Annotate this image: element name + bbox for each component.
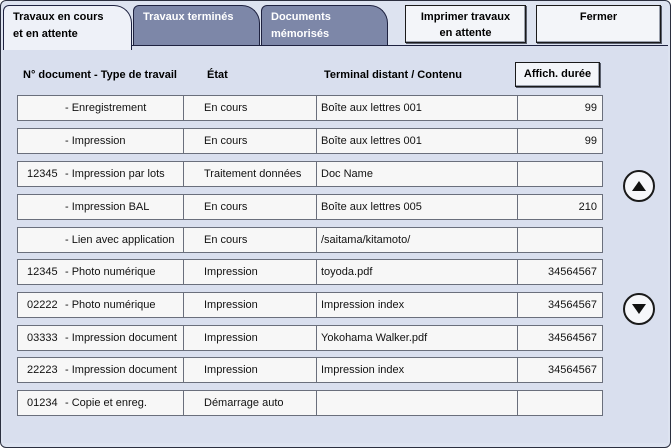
doc-cell	[17, 259, 184, 285]
terminal-cell: toyoda.pdf	[317, 259, 518, 285]
table-row[interactable]	[17, 259, 603, 285]
doc-number	[27, 96, 65, 120]
tab-label-line2: et en attente	[13, 28, 78, 40]
state-cell: Impression	[184, 292, 317, 318]
job-type: - Enregistrement	[65, 102, 147, 114]
print-waiting-jobs-button[interactable]	[405, 5, 526, 43]
state-cell: En cours	[184, 95, 317, 121]
doc-number: 22223	[27, 364, 58, 376]
value-cell: 34564567	[518, 357, 603, 383]
state-cell: En cours	[184, 128, 317, 154]
terminal-cell	[317, 390, 518, 416]
scroll-down-button[interactable]	[623, 293, 655, 325]
tab-label-line2: mémorisés	[271, 28, 330, 40]
job-type: - Impression par lots	[65, 168, 165, 180]
table-row[interactable]	[17, 194, 603, 220]
doc-number: 12345	[27, 266, 58, 278]
scroll-up-button[interactable]	[623, 170, 655, 202]
value-cell: 99	[518, 95, 603, 121]
value-cell: 34564567	[518, 292, 603, 318]
table-row[interactable]	[17, 390, 603, 416]
job-type: - Lien avec application	[65, 234, 175, 246]
table-row[interactable]	[17, 128, 603, 154]
value-cell: 210	[518, 194, 603, 220]
job-type: - Impression document	[65, 364, 177, 376]
terminal-cell: Boîte aux lettres 001	[317, 95, 518, 121]
button-label-line2: en attente	[439, 27, 492, 39]
triangle-down-icon	[631, 303, 647, 315]
value-cell	[518, 390, 603, 416]
doc-cell	[17, 325, 184, 351]
doc-number: 01234	[27, 397, 58, 409]
table-row[interactable]	[17, 95, 603, 121]
job-type: - Photo numérique	[65, 266, 156, 278]
doc-cell	[17, 390, 184, 416]
doc-cell	[17, 161, 184, 187]
terminal-cell: Impression index	[317, 357, 518, 383]
doc-number: 03333	[27, 332, 58, 344]
state-cell: Impression	[184, 259, 317, 285]
button-label-line1: Imprimer travaux	[420, 11, 511, 23]
job-type: - Impression	[65, 135, 126, 147]
doc-number: 02222	[27, 299, 58, 311]
tab-jobs-in-progress[interactable]	[3, 5, 132, 50]
tab-completed-jobs[interactable]	[133, 5, 260, 45]
state-cell: Traitement données	[184, 161, 317, 187]
state-cell: Impression	[184, 325, 317, 351]
doc-number: 12345	[27, 168, 58, 180]
table-row[interactable]	[17, 325, 603, 351]
job-type: - Photo numérique	[65, 299, 156, 311]
terminal-cell: /saitama/kitamoto/	[317, 227, 518, 253]
close-button[interactable]	[536, 5, 661, 43]
value-cell: 34564567	[518, 325, 603, 351]
column-header-state: État	[207, 69, 228, 81]
show-duration-button[interactable]: Affich. durée	[515, 62, 600, 87]
terminal-cell: Impression index	[317, 292, 518, 318]
tab-label-line1: Travaux terminés	[143, 11, 234, 23]
terminal-cell: Doc Name	[317, 161, 518, 187]
doc-cell	[17, 357, 184, 383]
state-cell: Impression	[184, 357, 317, 383]
table-row[interactable]	[17, 161, 603, 187]
tab-label-line1: Travaux en cours	[13, 11, 104, 23]
doc-cell	[17, 194, 184, 220]
job-type: - Impression BAL	[65, 201, 150, 213]
triangle-up-icon	[631, 180, 647, 192]
table-row[interactable]	[17, 227, 603, 253]
state-cell: Démarrage auto	[184, 390, 317, 416]
state-cell: En cours	[184, 194, 317, 220]
button-label: Fermer	[579, 11, 618, 23]
table-row[interactable]	[17, 292, 603, 318]
doc-number	[27, 195, 65, 219]
table-row[interactable]	[17, 357, 603, 383]
terminal-cell: Boîte aux lettres 005	[317, 194, 518, 220]
value-cell: 34564567	[518, 259, 603, 285]
column-header-terminal: Terminal distant / Contenu	[324, 69, 462, 81]
doc-cell	[17, 292, 184, 318]
value-cell	[518, 161, 603, 187]
state-cell: En cours	[184, 227, 317, 253]
value-cell	[518, 227, 603, 253]
doc-cell	[17, 227, 184, 253]
terminal-cell: Yokohama Walker.pdf	[317, 325, 518, 351]
terminal-cell: Boîte aux lettres 001	[317, 128, 518, 154]
value-cell: 99	[518, 128, 603, 154]
doc-number	[27, 129, 65, 153]
job-type: - Copie et enreg.	[65, 397, 147, 409]
tab-stored-documents[interactable]	[261, 5, 388, 45]
column-header-document: N° document - Type de travail	[23, 69, 177, 81]
doc-cell	[17, 128, 184, 154]
tab-label-line1: Documents	[271, 11, 331, 23]
doc-cell	[17, 95, 184, 121]
job-type: - Impression document	[65, 332, 177, 344]
doc-number	[27, 228, 65, 252]
